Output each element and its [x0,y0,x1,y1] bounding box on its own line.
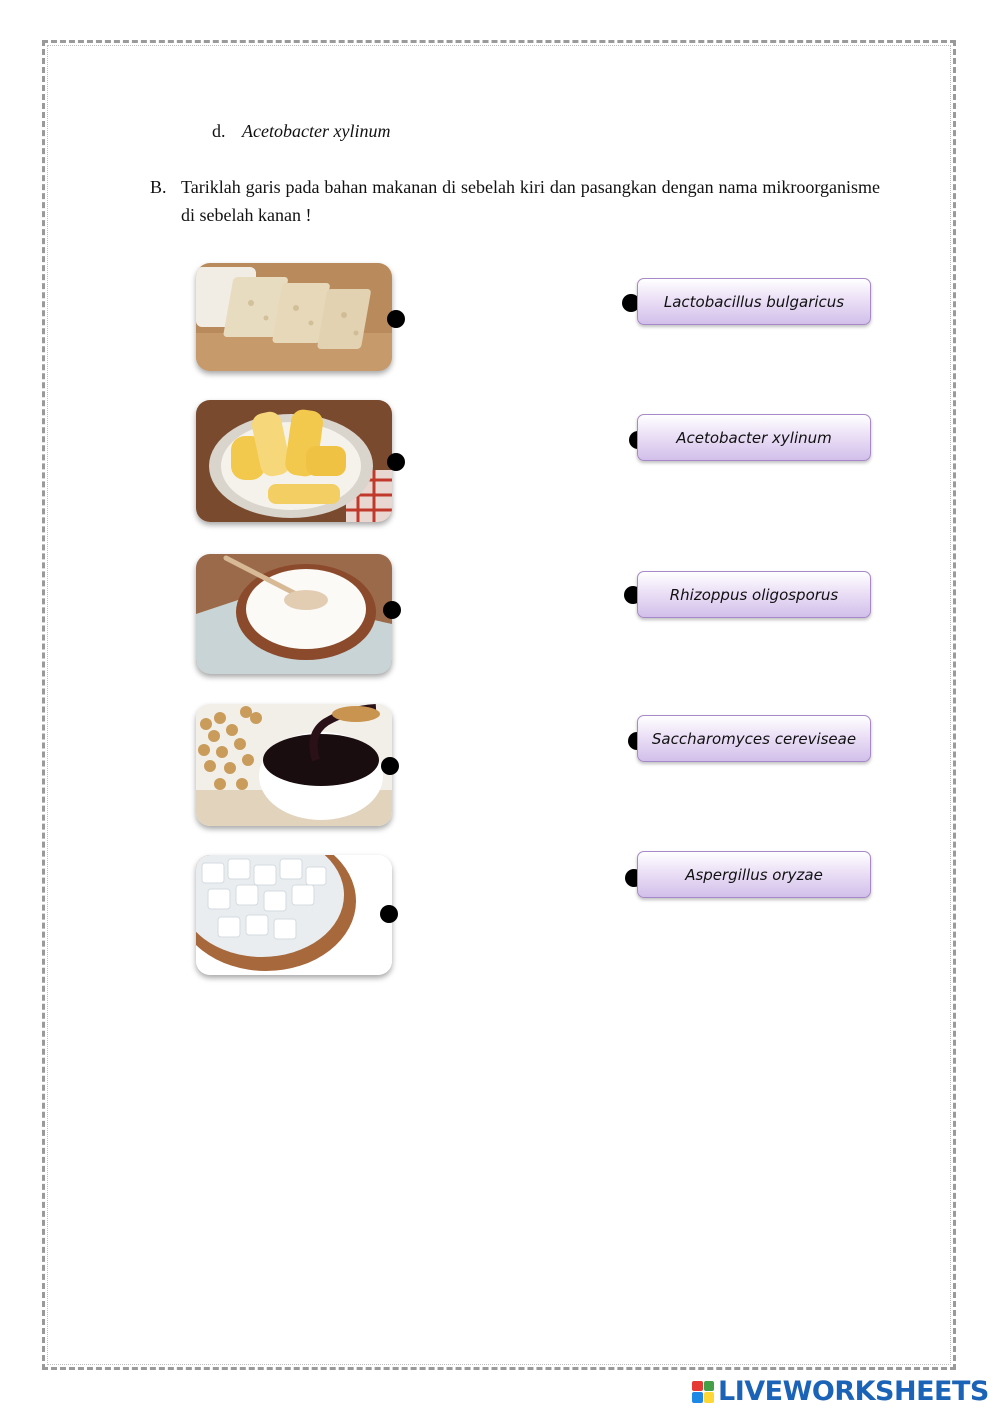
food-image-yogurt [196,554,392,674]
liveworksheets-logo-icon [692,1381,714,1403]
microorganism-label-1[interactable]: Lactobacillus bulgaricus [637,278,871,325]
liveworksheets-watermark [692,1376,989,1407]
microorganism-label-5[interactable]: Aspergillus oryzae [637,851,871,898]
watermark-text: LIVEWORKSHEETS [718,1376,989,1407]
food-image-tapai [196,400,392,522]
food-image-tempeh [196,263,392,371]
microorganism-label-2[interactable]: Acetobacter xylinum [637,414,871,461]
page-border [42,40,956,1370]
question-instruction [150,173,880,229]
question-text: Tariklah garis pada bahan makanan di sebelah kiri dan pasangkan dengan nama mikroorganisme di sebelah kanan ! [181,177,880,225]
logo-square-blue [692,1392,703,1403]
question-letter: B. [150,177,167,197]
microorganism-label-4[interactable]: Saccharomyces cereviseae [637,715,871,762]
logo-square-red [692,1381,703,1392]
food-connector-dot-5[interactable] [380,905,398,923]
food-image-kecap [196,704,392,826]
logo-square-green [704,1381,715,1392]
food-connector-dot-1[interactable] [387,310,405,328]
microorganism-label-3[interactable]: Rhizoppus oligosporus [637,571,871,618]
logo-square-yellow [704,1392,715,1403]
option-letter: d. [212,121,226,141]
food-image-nata-de-coco [196,855,392,975]
food-connector-dot-4[interactable] [381,757,399,775]
option-text: Acetobacter xylinum [242,121,391,141]
previous-answer-option [212,121,390,142]
food-connector-dot-2[interactable] [387,453,405,471]
food-connector-dot-3[interactable] [383,601,401,619]
